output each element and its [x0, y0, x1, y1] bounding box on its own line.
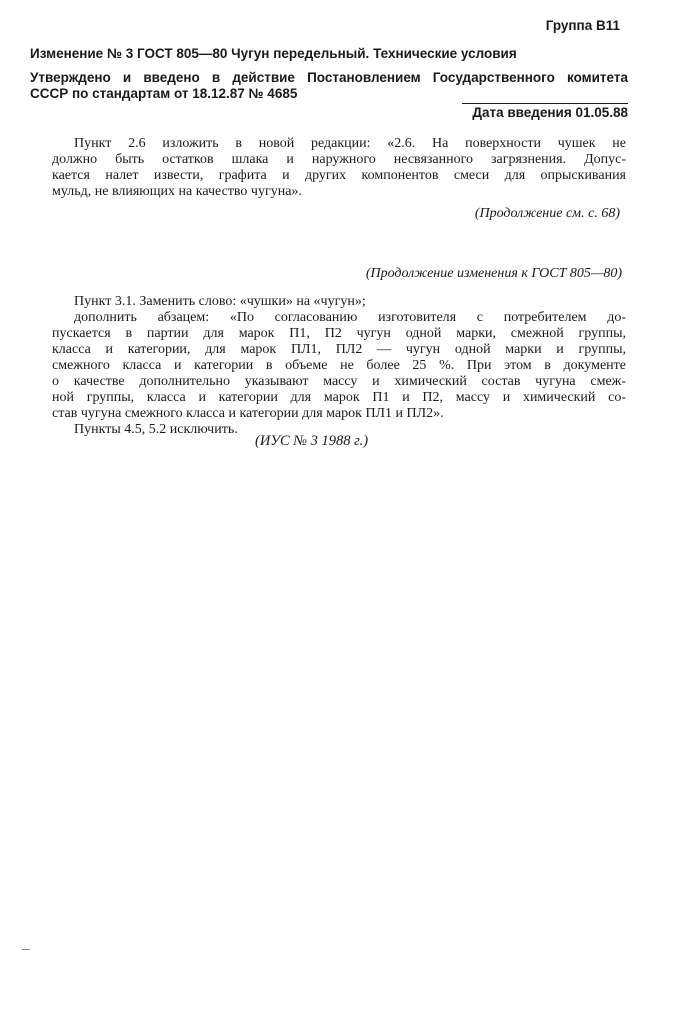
paragraph-clause-3-1 — [52, 294, 626, 438]
text-line: ной группы, класса и категории для марок П1 и П2, массу и химический со- — [52, 390, 626, 405]
text-line: дополнить абзацем: «По согласованию изготовителя с потребителем до- — [74, 310, 626, 325]
source-reference: (ИУС № 3 1988 г.) — [255, 433, 369, 449]
text-line: должно быть остатков шлака и наружного несвязанного загрязнения. Допус- — [52, 152, 626, 167]
text-line: Пункт 2.6 изложить в новой редакции: «2.6. На поверхности чушек не — [74, 136, 626, 151]
text-line: кается налет извести, графита и других компонентов смеси для опрыскивания — [52, 168, 626, 183]
margin-mark — [22, 949, 30, 950]
text-line: Пункты 4.5, 5.2 исключить. — [74, 422, 238, 437]
text-line: класса и категории, для марок ПЛ1, ПЛ2 — чугун одной марки и группы, — [52, 342, 626, 357]
paragraph-clause-2-6 — [52, 136, 626, 200]
approval-line-2: СССР по стандартам от 18.12.87 № 4685 — [30, 86, 298, 101]
approval-line-1: Утверждено и введено в действие Постановлением Государственного комитета — [30, 70, 628, 85]
continuation-header: (Продолжение изменения к ГОСТ 805—80) — [365, 266, 622, 281]
text-line: смежного класса и категории в объеме не более 25 %. При этом в документе — [52, 358, 626, 373]
text-line: став чугуна смежного класса и категории для марок ПЛ1 и ПЛ2». — [52, 406, 444, 421]
text-line: пускается в партии для марок П1, П2 чугун одной марки, смежной группы, — [52, 326, 626, 341]
group-code: Группа В11 — [545, 18, 620, 33]
effective-date: Дата введения 01.05.88 — [472, 105, 628, 120]
continuation-note: (Продолжение см. с. 68) — [474, 206, 620, 221]
change-title: Изменение № 3 ГОСТ 805—80 Чугун передельный. Технические условия — [30, 46, 517, 61]
text-line: Пункт 3.1. Заменить слово: «чушки» на «чугун»; — [74, 294, 366, 309]
text-line: о качестве дополнительно указывают массу и химический состав чугуна смеж- — [52, 374, 626, 389]
date-rule — [462, 103, 628, 104]
text-line: мульд, не влияющих на качество чугуна». — [52, 184, 302, 199]
